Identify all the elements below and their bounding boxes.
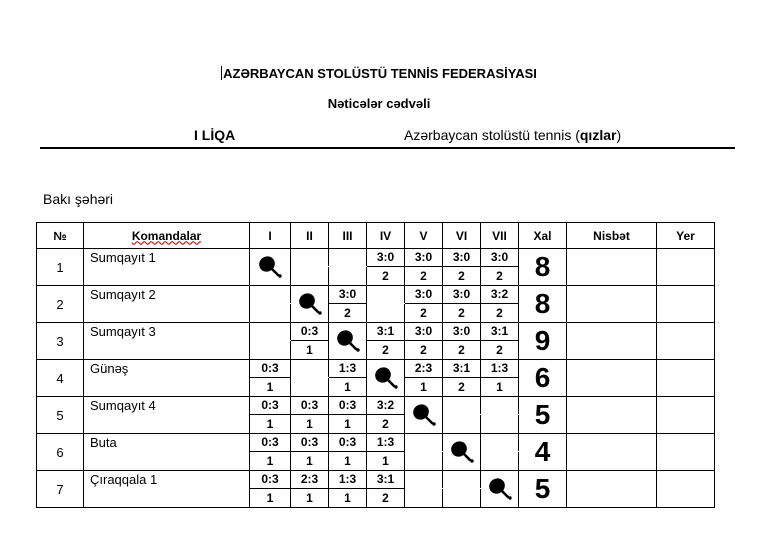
column-header-0 xyxy=(37,223,84,249)
match-score: 2:3 xyxy=(405,360,443,378)
total-points: 5 xyxy=(519,397,567,434)
team-name: Sumqayıt 3 xyxy=(84,323,250,360)
match-points: 2 xyxy=(405,267,443,286)
match-score: 3:2 xyxy=(367,397,405,415)
total-points: 5 xyxy=(519,471,567,508)
match-points: 1 xyxy=(250,489,291,508)
match-score: 0:3 xyxy=(329,434,367,452)
match-points: 2 xyxy=(329,304,367,323)
ratio-cell xyxy=(567,471,657,508)
column-header-4 xyxy=(329,223,367,249)
table-tennis-paddle-icon xyxy=(411,403,437,427)
match-points xyxy=(291,378,329,397)
match-points: 2 xyxy=(367,341,405,360)
match-points: 2 xyxy=(367,415,405,434)
place-cell xyxy=(657,434,715,471)
match-score xyxy=(291,360,329,378)
match-points xyxy=(367,304,405,323)
column-header-2 xyxy=(250,223,291,249)
match-score: 0:3 xyxy=(291,323,329,341)
federation-title xyxy=(0,66,758,81)
match-points xyxy=(481,415,519,434)
match-points xyxy=(405,489,443,508)
match-score: 3:1 xyxy=(367,471,405,489)
match-points xyxy=(329,267,367,286)
match-score: 0:3 xyxy=(291,434,329,452)
row-number: 1 xyxy=(37,249,84,286)
match-points: 1 xyxy=(367,452,405,471)
table-tennis-paddle-icon xyxy=(487,477,513,501)
self-match-cell xyxy=(291,286,329,323)
match-score: 0:3 xyxy=(250,471,291,489)
match-points: 2 xyxy=(405,304,443,323)
match-score: 1:3 xyxy=(481,360,519,378)
column-header-5 xyxy=(367,223,405,249)
place-cell xyxy=(657,286,715,323)
total-points: 9 xyxy=(519,323,567,360)
match-score: 3:1 xyxy=(367,323,405,341)
match-points: 2 xyxy=(443,378,481,397)
results-table xyxy=(36,222,715,508)
total-points: 4 xyxy=(519,434,567,471)
place-cell xyxy=(657,360,715,397)
column-header-label: III xyxy=(342,228,353,243)
table-tennis-paddle-icon xyxy=(373,366,399,390)
match-points: 1 xyxy=(291,341,329,360)
match-score: 0:3 xyxy=(250,360,291,378)
row-number: 4 xyxy=(37,360,84,397)
match-score xyxy=(329,249,367,267)
self-match-cell xyxy=(367,360,405,397)
match-score: 0:3 xyxy=(329,397,367,415)
column-header-1 xyxy=(84,223,250,249)
table-row xyxy=(37,471,715,489)
match-points: 2 xyxy=(367,267,405,286)
row-number: 6 xyxy=(37,434,84,471)
table-tennis-paddle-icon xyxy=(257,255,283,279)
team-name: Buta xyxy=(84,434,250,471)
match-points: 1 xyxy=(329,415,367,434)
match-points: 1 xyxy=(250,452,291,471)
column-header-label: VII xyxy=(492,228,507,243)
row-number: 5 xyxy=(37,397,84,434)
match-points: 1 xyxy=(481,378,519,397)
ratio-cell xyxy=(567,323,657,360)
column-header-label: Xal xyxy=(533,228,552,243)
match-points: 1 xyxy=(329,452,367,471)
column-header-9 xyxy=(519,223,567,249)
league-label: I LİQA xyxy=(194,127,236,143)
team-name: Sumqayıt 4 xyxy=(84,397,250,434)
match-score xyxy=(405,434,443,452)
ratio-cell xyxy=(567,286,657,323)
match-score: 3:0 xyxy=(443,286,481,304)
match-score: 0:3 xyxy=(250,434,291,452)
match-points: 2 xyxy=(443,341,481,360)
match-points: 1 xyxy=(291,415,329,434)
match-score: 3:1 xyxy=(443,360,481,378)
row-number: 7 xyxy=(37,471,84,508)
total-points: 8 xyxy=(519,286,567,323)
match-points: 1 xyxy=(405,378,443,397)
match-score: 1:3 xyxy=(329,471,367,489)
match-points: 1 xyxy=(329,489,367,508)
table-header-row xyxy=(37,223,715,249)
match-score: 3:0 xyxy=(329,286,367,304)
match-score xyxy=(481,434,519,452)
team-name: Sumqayıt 2 xyxy=(84,286,250,323)
match-score: 0:3 xyxy=(291,397,329,415)
ratio-cell xyxy=(567,434,657,471)
match-points xyxy=(250,304,291,323)
row-number: 3 xyxy=(37,323,84,360)
table-row xyxy=(37,286,715,304)
match-points: 1 xyxy=(250,378,291,397)
table-row xyxy=(37,397,715,415)
match-score: 3:0 xyxy=(443,249,481,267)
self-match-cell xyxy=(329,323,367,360)
results-subtitle: Nəticələr cədvəli xyxy=(327,96,431,111)
ratio-cell xyxy=(567,360,657,397)
match-score: 3:0 xyxy=(443,323,481,341)
self-match-cell xyxy=(250,249,291,286)
match-score: 0:3 xyxy=(250,397,291,415)
column-header-label: V xyxy=(419,228,428,243)
match-score: 3:0 xyxy=(405,323,443,341)
column-header-label: Nisbət xyxy=(593,228,630,243)
match-points: 1 xyxy=(291,489,329,508)
text-cursor xyxy=(221,66,222,80)
column-header-10 xyxy=(567,223,657,249)
match-points: 2 xyxy=(367,489,405,508)
match-points xyxy=(443,415,481,434)
match-points: 2 xyxy=(443,304,481,323)
table-row xyxy=(37,434,715,452)
ratio-cell xyxy=(567,249,657,286)
column-header-3 xyxy=(291,223,329,249)
match-score: 1:3 xyxy=(329,360,367,378)
match-score: 3:0 xyxy=(481,249,519,267)
match-points: 2 xyxy=(443,267,481,286)
ratio-cell xyxy=(567,397,657,434)
column-header-6 xyxy=(405,223,443,249)
place-cell xyxy=(657,323,715,360)
match-score: 3:2 xyxy=(481,286,519,304)
table-row xyxy=(37,360,715,378)
column-header-label: I xyxy=(268,228,272,243)
column-header-label: Komandalar xyxy=(131,228,202,243)
sport-category xyxy=(404,127,621,143)
match-score xyxy=(250,286,291,304)
match-points: 2 xyxy=(481,267,519,286)
match-points: 2 xyxy=(481,341,519,360)
match-points: 1 xyxy=(250,415,291,434)
self-match-cell xyxy=(481,471,519,508)
team-name: Sumqayıt 1 xyxy=(84,249,250,286)
total-points: 8 xyxy=(519,249,567,286)
match-score: 3:0 xyxy=(405,286,443,304)
match-score: 3:1 xyxy=(481,323,519,341)
place-cell xyxy=(657,397,715,434)
match-score: 3:0 xyxy=(405,249,443,267)
table-row xyxy=(37,249,715,267)
match-score xyxy=(367,286,405,304)
match-points xyxy=(250,341,291,360)
row-number: 2 xyxy=(37,286,84,323)
match-points xyxy=(443,489,481,508)
match-points: 1 xyxy=(291,452,329,471)
match-score: 2:3 xyxy=(291,471,329,489)
self-match-cell xyxy=(443,434,481,471)
match-points xyxy=(405,452,443,471)
column-header-8 xyxy=(481,223,519,249)
team-name: Günəş xyxy=(84,360,250,397)
match-points xyxy=(291,267,329,286)
column-header-label: IV xyxy=(379,228,392,243)
federation-title-text: AZƏRBAYCAN STOLÜSTÜ TENNİS FEDERASİYASI xyxy=(223,66,537,81)
team-name: Çıraqqala 1 xyxy=(84,471,250,508)
sport-gender: qızlar xyxy=(579,127,617,143)
column-header-label: Yer xyxy=(676,228,695,243)
column-header-label: VI xyxy=(455,228,468,243)
city-label: Bakı şəhəri xyxy=(43,191,114,207)
match-score xyxy=(250,323,291,341)
table-tennis-paddle-icon xyxy=(335,329,361,353)
match-points: 2 xyxy=(405,341,443,360)
match-score: 3:0 xyxy=(367,249,405,267)
header-divider xyxy=(40,147,735,149)
match-points: 2 xyxy=(481,304,519,323)
match-points: 1 xyxy=(329,378,367,397)
table-tennis-paddle-icon xyxy=(449,440,475,464)
table-tennis-paddle-icon xyxy=(297,292,323,316)
column-header-label: № xyxy=(53,228,67,243)
match-score xyxy=(443,397,481,415)
column-header-label: II xyxy=(306,228,313,243)
match-score xyxy=(481,397,519,415)
match-score xyxy=(405,471,443,489)
table-row xyxy=(37,323,715,341)
match-score: 1:3 xyxy=(367,434,405,452)
table-body xyxy=(37,249,715,508)
match-score xyxy=(443,471,481,489)
total-points: 6 xyxy=(519,360,567,397)
column-header-11 xyxy=(657,223,715,249)
match-points xyxy=(481,452,519,471)
sport-prefix: Azərbaycan stolüstü tennis ( xyxy=(404,127,580,143)
match-score xyxy=(291,249,329,267)
place-cell xyxy=(657,471,715,508)
column-header-7 xyxy=(443,223,481,249)
sport-suffix: ) xyxy=(616,127,622,143)
place-cell xyxy=(657,249,715,286)
self-match-cell xyxy=(405,397,443,434)
